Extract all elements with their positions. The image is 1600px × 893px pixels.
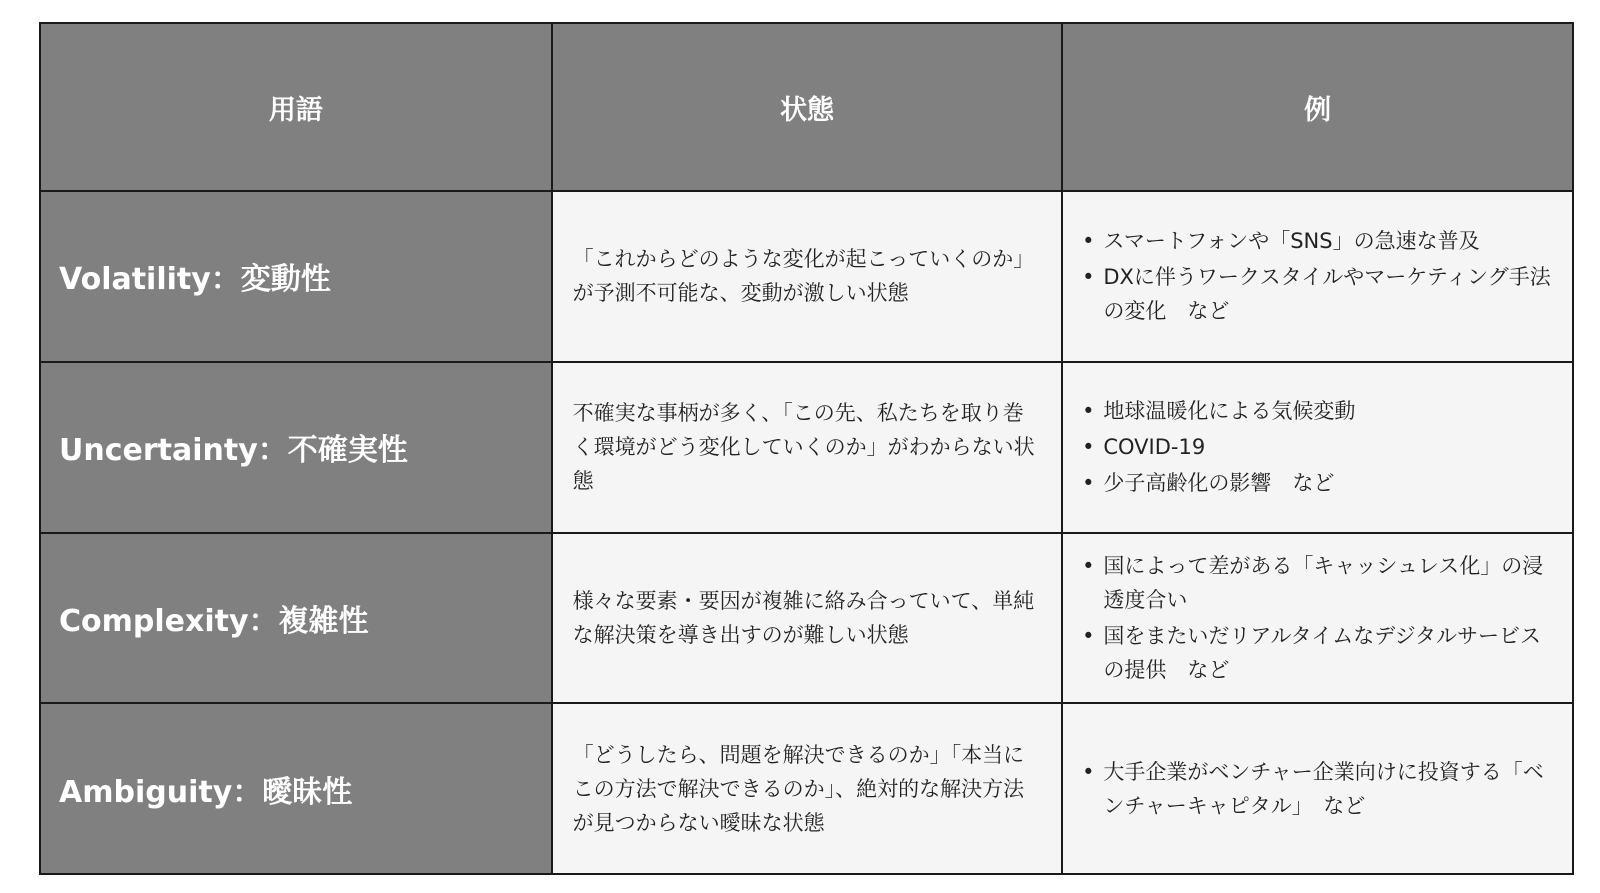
example-item	[1082, 430, 1554, 464]
term-cell: Complexity：複雑性	[40, 533, 552, 704]
header-state: 状態	[552, 23, 1063, 191]
example-item	[1082, 466, 1554, 500]
example-text: 国によって差がある「キャッシュレス化」の浸透度合い	[1103, 553, 1544, 612]
bullet-icon: •	[1082, 399, 1095, 424]
example-item	[1082, 224, 1554, 258]
example-list	[1081, 755, 1554, 823]
bullet-icon: •	[1082, 471, 1095, 496]
table-row-volatility	[40, 191, 1573, 362]
header-row	[40, 23, 1573, 191]
example-cell	[1062, 362, 1573, 533]
example-list	[1081, 549, 1554, 687]
bullet-icon: •	[1082, 229, 1095, 254]
example-text: 地球温暖化による気候変動	[1103, 399, 1356, 424]
example-text: 大手企業がベンチャー企業向けに投資する「ベンチャーキャピタル」 など	[1103, 759, 1544, 818]
example-text: DXに伴うワークスタイルやマーケティング手法の変化 など	[1103, 265, 1551, 324]
example-item	[1082, 755, 1554, 823]
bullet-icon: •	[1082, 759, 1095, 784]
bullet-icon: •	[1082, 435, 1095, 460]
example-cell	[1062, 191, 1573, 362]
state-cell: 様々な要素・要因が複雑に絡み合っていて、単純な解決策を導き出すのが難しい状態	[552, 533, 1063, 704]
example-item	[1082, 549, 1554, 617]
table-row-uncertainty	[40, 362, 1573, 533]
table-row-ambiguity	[40, 703, 1573, 874]
example-text: COVID-19	[1103, 435, 1206, 460]
bullet-icon: •	[1082, 553, 1095, 578]
example-list	[1081, 224, 1554, 328]
example-text: 国をまたいだリアルタイムなデジタルサービスの提供 など	[1103, 623, 1541, 682]
state-cell: 「これからどのような変化が起こっていくのか」が予測不可能な、変動が激しい状態	[552, 191, 1063, 362]
term-cell: Uncertainty：不確実性	[40, 362, 552, 533]
vuca-table	[39, 22, 1574, 875]
header-term: 用語	[40, 23, 552, 191]
example-item	[1082, 394, 1554, 428]
example-cell	[1062, 533, 1573, 704]
example-text: スマートフォンや「SNS」の急速な普及	[1103, 229, 1480, 254]
example-item	[1082, 260, 1554, 328]
table-row-complexity	[40, 533, 1573, 704]
header-example: 例	[1062, 23, 1573, 191]
state-cell: 「どうしたら、問題を解決できるのか」「本当にこの方法で解決できるのか」、絶対的な解決方法が見つからない曖昧な状態	[552, 703, 1063, 874]
term-cell: Ambiguity：曖昧性	[40, 703, 552, 874]
example-text: 少子高齢化の影響 など	[1103, 471, 1335, 496]
example-cell	[1062, 703, 1573, 874]
term-cell: Volatility：変動性	[40, 191, 552, 362]
bullet-icon: •	[1082, 265, 1095, 290]
state-cell: 不確実な事柄が多く、「この先、私たちを取り巻く環境がどう変化していくのか」がわからない状態	[552, 362, 1063, 533]
bullet-icon: •	[1082, 623, 1095, 648]
example-list	[1081, 394, 1554, 500]
example-item	[1082, 619, 1554, 687]
